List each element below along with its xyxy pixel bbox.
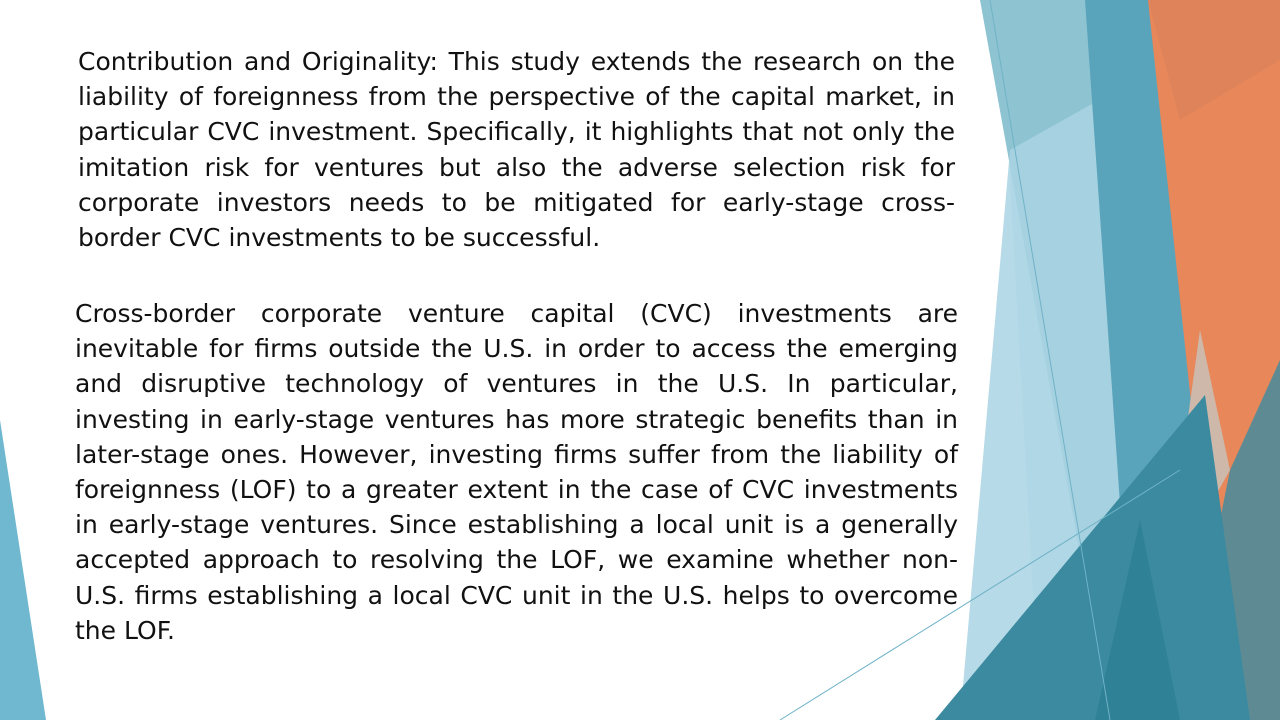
contribution-paragraph: Contribution and Originality: This study extends the research on the liability of foreignness from the perspective of the capital market, in particular CVC investment. Specifically, it highlights that not only the imitation risk for ventures but also the adverse selection risk for corporate investors needs to be mitigated for early-stage cross-border CVC investments to be successful. [78, 47, 955, 253]
abstract-paragraph: Cross-border corporate venture capital (CVC) investments are inevitable for firms outside the U.S. in order to access the emerging and disruptive technology of ventures in the U.S. In particular, investing in early-stage ventures has more strategic benefits than in later-stage ones. However, investing firms suffer from the liability of foreignness (LOF) to a greater extent in the case of CVC investments in early-stage ventures. Since establishing a local unit is a generally accepted approach to resolving the LOF, we examine whether non-U.S. firms establishing a local CVC unit in the U.S. helps to overcome the LOF. [75, 299, 958, 645]
left-accent-shape [0, 420, 46, 720]
